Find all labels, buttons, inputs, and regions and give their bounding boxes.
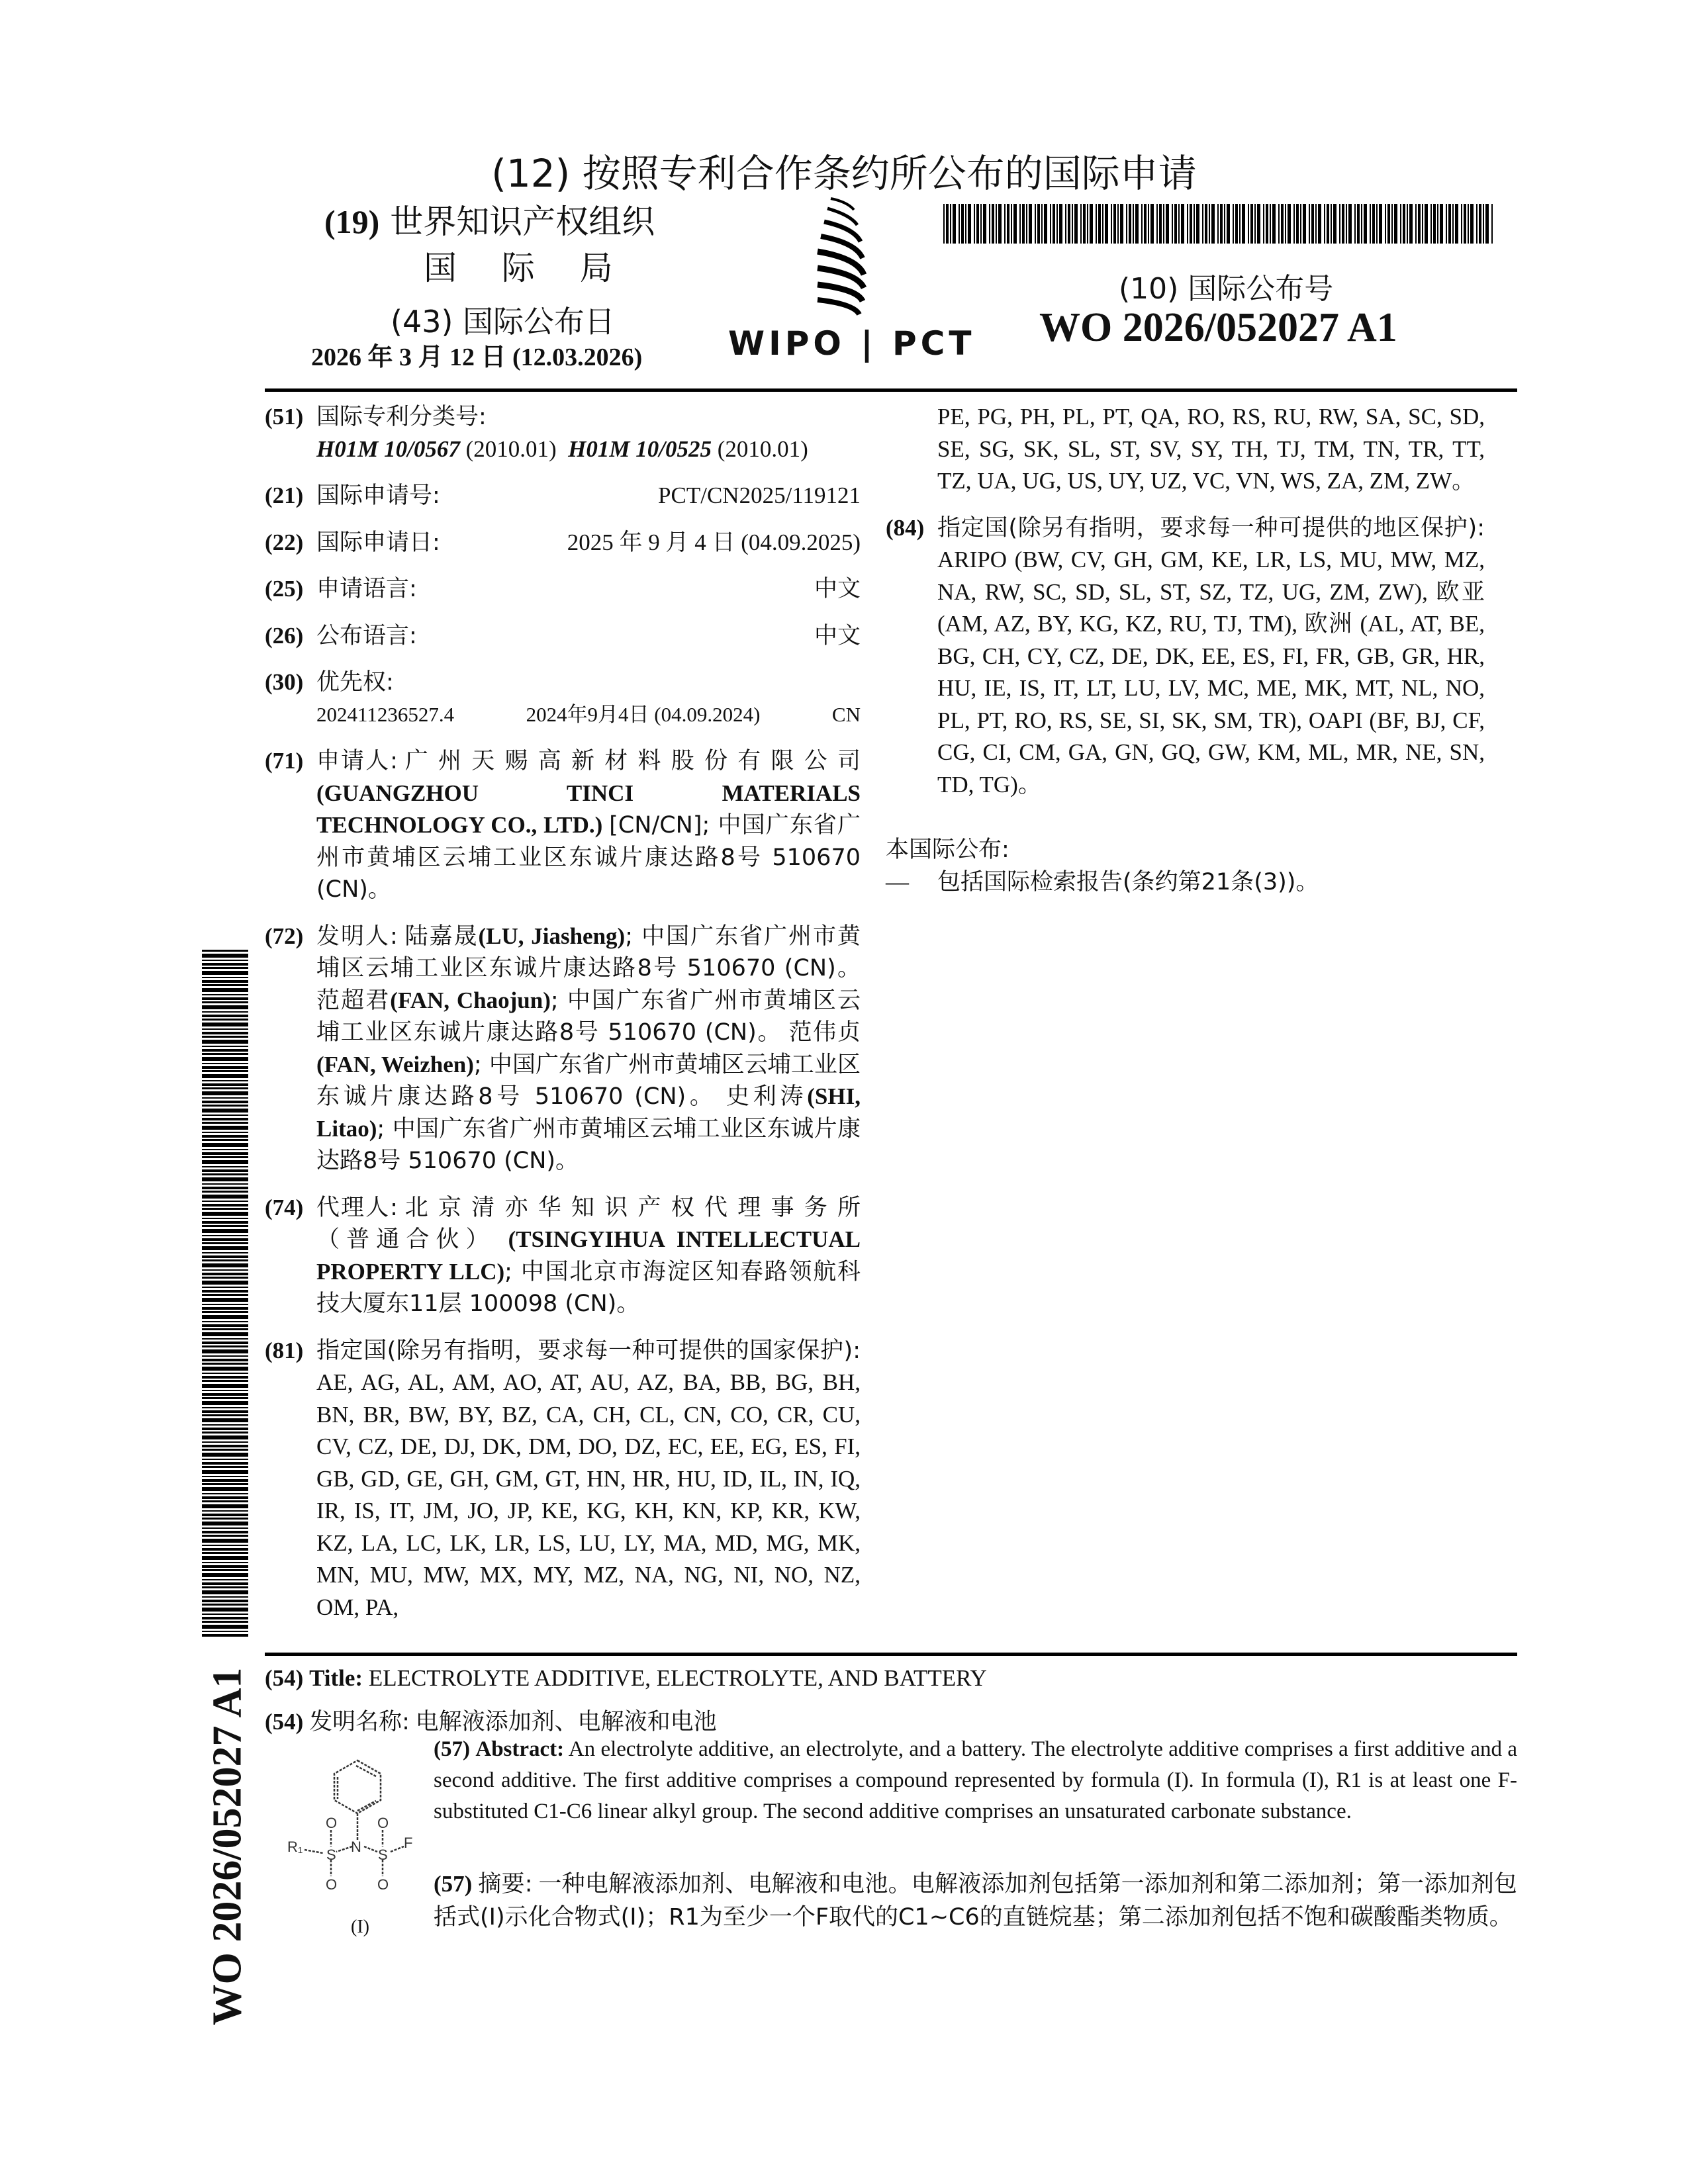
right-column bbox=[886, 401, 1485, 898]
applicant-address: [CN/CN]; 中国广东省广州市黄埔区云埔工业区东诚片康达路8号 510670 (CN)。 bbox=[316, 812, 861, 903]
field-84 bbox=[886, 512, 1485, 801]
field-label: 发明人: bbox=[316, 923, 398, 950]
inventor-address: ; 中国广东省广州市黄埔区云埔工业区东诚片康达路8号 510670 (CN)。 bbox=[316, 1115, 861, 1174]
field-label: 代理人: bbox=[316, 1194, 398, 1221]
field-74 bbox=[265, 1192, 861, 1320]
field-26 bbox=[265, 620, 861, 653]
title-en bbox=[265, 1662, 987, 1694]
publication-language: 中文 bbox=[814, 622, 861, 649]
abstract-cn bbox=[434, 1868, 1517, 1934]
organization-name bbox=[324, 195, 655, 243]
designated-states-continued: PE, PG, PH, PL, PT, QA, RO, RS, RU, RW, SA, SC, SD, SE, SG, SK, SL, ST, SV, SY, TH, TJ, TM, TN, TR, TT, TZ, UA, UG, US, UY, UZ, VC, VN, WS, ZA, ZM, ZW。 bbox=[937, 404, 1485, 494]
atom-o: O bbox=[377, 1815, 389, 1831]
publication-number-label: (10) 国际公布号 bbox=[1119, 272, 1334, 306]
field-code: (81) bbox=[265, 1337, 304, 1363]
ipc-version: (2010.01) bbox=[465, 435, 557, 462]
ipc-code: H01M 10/0567 bbox=[316, 435, 460, 462]
atom-o: O bbox=[326, 1815, 338, 1831]
field-code: (51) bbox=[265, 404, 304, 430]
vertical-publication-number bbox=[201, 1667, 254, 2026]
field-22 bbox=[265, 527, 861, 559]
atom-o: O bbox=[326, 1876, 338, 1893]
abstract-label: 摘要: bbox=[478, 1871, 533, 1897]
inventor-name-cn: 范超君 bbox=[316, 987, 391, 1014]
field-label: 指定国(除另有指明，要求每一种可提供的国家保护): bbox=[316, 1337, 861, 1364]
inventor-name-cn: 范伟贞 bbox=[788, 1019, 861, 1046]
atom-o: O bbox=[377, 1876, 389, 1893]
title-text: ELECTROLYTE ADDITIVE, ELECTROLYTE, AND BATTERY bbox=[368, 1665, 987, 1691]
vertical-pubno-text: WO 2026/052027 A1 bbox=[205, 1667, 250, 2026]
field-72 bbox=[265, 921, 861, 1177]
field-code: (30) bbox=[265, 669, 304, 695]
field-label: 公布语言: bbox=[316, 622, 417, 649]
inventor-name-cn: 史利涛 bbox=[726, 1083, 808, 1110]
inventor-name-cn: 陆嘉晟 bbox=[404, 923, 479, 950]
field-71 bbox=[265, 745, 861, 906]
priority-country: CN bbox=[831, 702, 861, 726]
agent-name-en: (TSINGYIHUA INTELLECTUAL PROPERTY LLC) bbox=[316, 1226, 861, 1285]
org-code: (19) bbox=[324, 203, 380, 240]
inventor-name-en: (SHI, Litao) bbox=[316, 1083, 861, 1142]
abstract-text: 一种电解液添加剂、电解液和电池。电解液添加剂包括第一添加剂和第二添加剂；第一添加剂包括式(I)示化合物式(I)；R1为至少一个F取代的C1~C6的直链烷基；第二添加剂包括不饱和碳酸酯类物质。 bbox=[434, 1871, 1518, 1931]
field-label: 国际申请日: bbox=[316, 529, 440, 556]
abstract-text: An electrolyte additive, an electrolyte, and a battery. The electrolyte additive comprises a first additive and a second additive. The first additive comprises a compound represented by formula (I). In formula (I), R1 is at least one F-substituted C1-C6 linear alkyl group. The second additive comprises an unsaturated carbonate substance. bbox=[434, 1737, 1518, 1823]
inventor bbox=[316, 987, 861, 1046]
inventor-name-en: (FAN, Weizhen) bbox=[316, 1051, 474, 1077]
title-code: (54) bbox=[265, 1709, 304, 1735]
publication-date-label: (43) 国际公布日 bbox=[391, 304, 616, 340]
field-51 bbox=[265, 401, 861, 465]
left-column bbox=[265, 401, 861, 1623]
agent-address: ; 中国北京市海淀区知春路领航科技大厦东11层 100098 (CN)。 bbox=[316, 1258, 861, 1317]
field-code: (25) bbox=[265, 576, 304, 602]
field-code: (22) bbox=[265, 529, 304, 555]
field-code: (21) bbox=[265, 482, 304, 508]
applicant-name-cn: 广 州 天 赐 高 新 材 料 股 份 有 限 公 司 bbox=[404, 748, 861, 774]
field-25 bbox=[265, 573, 861, 606]
field-code: (84) bbox=[886, 514, 925, 541]
field-21 bbox=[265, 480, 861, 512]
bottom-divider bbox=[265, 1653, 1517, 1656]
applicant-name-en: (GUANGZHOU TINCI MATERIALS TECHNOLOGY CO., LTD.) bbox=[316, 780, 861, 838]
title-label: 发明名称: bbox=[309, 1709, 410, 1735]
title-code: (54) bbox=[265, 1665, 304, 1691]
header-divider bbox=[265, 388, 1517, 392]
barcode-icon bbox=[943, 204, 1493, 244]
filing-language: 中文 bbox=[814, 576, 861, 602]
field-30 bbox=[265, 666, 861, 731]
inventor-address: ; 中国广东省广州市黄埔区云埔工业区东诚片康达路8号 510670 (CN)。 bbox=[316, 923, 861, 981]
atom-f: F bbox=[404, 1835, 413, 1851]
field-label: 申请人: bbox=[316, 748, 398, 774]
abstract-en bbox=[434, 1734, 1517, 1827]
atom-r1: R₁ bbox=[287, 1839, 303, 1855]
field-label: 申请语言: bbox=[316, 576, 417, 602]
field-label: 指定国(除另有指明，要求每一种可提供的地区保护): bbox=[937, 514, 1485, 541]
published-label: 本国际公布: bbox=[886, 837, 1009, 863]
atom-s: S bbox=[378, 1846, 388, 1863]
organization-bureau: 国 际 局 bbox=[424, 249, 630, 287]
wipo-pct-logo-text: WIPO | PCT bbox=[728, 324, 976, 363]
abstract-code: (57) bbox=[434, 1871, 473, 1897]
field-code: (71) bbox=[265, 748, 304, 774]
abstract-label: Abstract: bbox=[475, 1737, 565, 1761]
field-code: (26) bbox=[265, 622, 304, 649]
document-type-heading: (12) 按照专利合作条约所公布的国际申请 bbox=[491, 151, 1197, 196]
field-code: (72) bbox=[265, 923, 304, 949]
priority-date: 2024年9月4日 (04.09.2024) bbox=[526, 702, 761, 726]
dash: — bbox=[886, 868, 909, 895]
inventor-address: ; 中国广东省广州市黄埔区云埔工业区东诚片康达路8号 510670 (CN)。 bbox=[316, 1051, 861, 1110]
title-label: Title: bbox=[309, 1665, 363, 1691]
publication-number: WO 2026/052027 A1 bbox=[1039, 305, 1397, 350]
abstract-code: (57) bbox=[434, 1737, 470, 1761]
field-code: (74) bbox=[265, 1194, 304, 1220]
field-label: 国际专利分类号: bbox=[316, 404, 487, 430]
priority-number: 202411236527.4 bbox=[316, 702, 455, 726]
inventor-address: ; 中国广东省广州市黄埔区云埔工业区东诚片康达路8号 510670 (CN)。 bbox=[316, 987, 861, 1046]
field-label: 优先权: bbox=[316, 669, 394, 696]
formula-label: (I) bbox=[351, 1917, 369, 1937]
ipc-code: H01M 10/0525 bbox=[568, 435, 712, 462]
ipc-version: (2010.01) bbox=[717, 435, 808, 462]
publication-date: 2026 年 3 月 12 日 (12.03.2026) bbox=[311, 343, 643, 371]
vertical-barcode-icon bbox=[202, 950, 248, 1638]
title-cn bbox=[265, 1706, 717, 1738]
org-name: 世界知识产权组织 bbox=[390, 203, 655, 241]
search-report-note: 包括国际检索报告(条约第21条(3))。 bbox=[937, 868, 1319, 895]
published-item bbox=[886, 866, 1485, 899]
inventor-name-en: (LU, Jiasheng) bbox=[478, 923, 626, 949]
application-number: PCT/CN2025/119121 bbox=[658, 482, 861, 508]
inventor-name-en: (FAN, Chaojun) bbox=[390, 987, 551, 1013]
atom-n: N bbox=[351, 1839, 361, 1855]
field-label: 国际申请号: bbox=[316, 482, 440, 509]
designated-regions: ARIPO (BW, CV, GH, GM, KE, LR, LS, MU, MW, MZ, NA, RW, SC, SD, SL, ST, SZ, TZ, UG, ZM, ZW), 欧亚 (AM, AZ, BY, KG, KZ, RU, TJ, TM), 欧洲 (AL, AT, BE, BG, CH, CY, CZ, DE, DK, EE, ES, FI, FR, GB, GR, HR, HU, IE, IS, IT, LT, LU, LV, MC, ME, MK, MT, NL, NO, PL, PT, RO, RS, SE, SI, SK, SM, TR), OAPI (BF, BJ, CF, CG, CI, CM, GA, GN, GQ, GW, KM, ML, MR, NE, SN, TD, TG)。 bbox=[937, 547, 1485, 797]
field-81 bbox=[265, 1335, 861, 1624]
designated-states: AE, AG, AL, AM, AO, AT, AU, AZ, BA, BB, BG, BH, BN, BR, BW, BY, BZ, CA, CH, CL, CN, CO, CR, CU, CV, CZ, DE, DJ, DK, DM, DO, DZ, EC, EE, EG, ES, FI, GB, GD, GE, GH, GM, GT, HN, HR, HU, ID, IL, IN, IQ, IR, IS, IT, JM, JO, JP, KE, KG, KH, KN, KP, KR, KW, KZ, LA, LC, LK, LR, LS, LU, LY, MA, MD, MG, MK, MN, MU, MW, MX, MY, MZ, NA, NG, NI, NO, NZ, OM, PA, bbox=[316, 1369, 861, 1620]
inventor bbox=[316, 923, 861, 981]
filing-date: 2025 年 9 月 4 日 (04.09.2025) bbox=[567, 529, 861, 555]
title-text: 电解液添加剂、电解液和电池 bbox=[415, 1709, 717, 1735]
atom-s: S bbox=[326, 1846, 336, 1863]
chemical-structure-icon bbox=[278, 1747, 437, 1946]
agent-name-cn: 北 京 清 亦 华 知 识 产 权 代 理 事 务 所（普通合伙） bbox=[316, 1194, 861, 1253]
